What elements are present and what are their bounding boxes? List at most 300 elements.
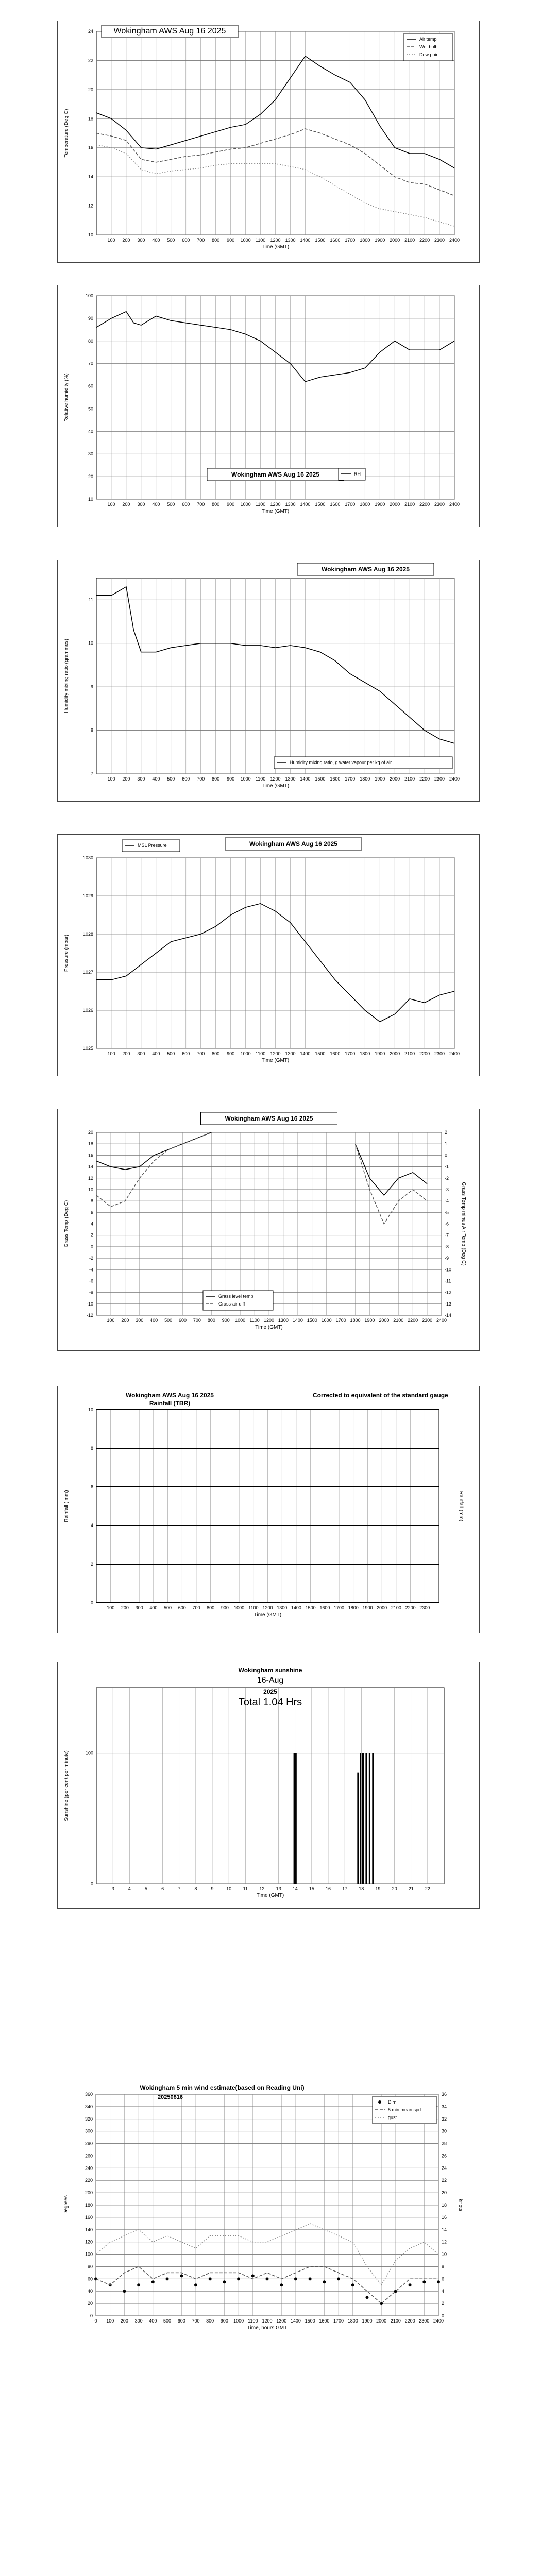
legend-label: gust	[388, 2115, 397, 2120]
right-tick-label: 0	[442, 2313, 445, 2318]
wind-direction-point	[337, 2277, 340, 2280]
x-tick-label: 100	[107, 776, 115, 782]
wind-direction-point	[266, 2277, 269, 2280]
y-tick-label: 10	[88, 640, 93, 646]
x-tick-label: 1200	[270, 502, 281, 507]
x-axis-label: Time (GMT)	[261, 783, 290, 789]
x-tick-label: 7	[178, 1886, 181, 1891]
right-tick-label: -11	[445, 1278, 451, 1284]
y-tick-label: 80	[88, 338, 93, 344]
right-axis-label: Grass Temp minus Air Temp (Deg C)	[461, 1182, 466, 1266]
right-tick-label: 32	[442, 2116, 447, 2122]
right-tick-label: -8	[445, 1244, 449, 1249]
chart-title: Wokingham AWS Aug 16 2025	[126, 1392, 214, 1399]
x-tick-label: 1800	[360, 776, 370, 782]
x-tick-label: 2100	[390, 2318, 401, 2324]
y-tick-label: 200	[84, 2190, 93, 2196]
y-tick-label: -10	[86, 1301, 93, 1307]
x-tick-label: 100	[107, 1051, 115, 1056]
x-tick-label: 2000	[390, 1051, 400, 1056]
right-tick-label: -14	[445, 1313, 452, 1318]
chart-note: Corrected to equivalent of the standard gauge	[313, 1392, 448, 1399]
x-tick-label: 800	[207, 1605, 215, 1611]
x-tick-label: 1100	[248, 2318, 258, 2324]
chart-title: Wokingham AWS Aug 16 2025	[249, 840, 337, 848]
y-tick-label: 300	[84, 2128, 93, 2134]
x-tick-label: 200	[121, 1318, 129, 1323]
x-tick-label: 1700	[345, 776, 356, 782]
x-tick-label: 800	[206, 2318, 214, 2324]
y-tick-label: 160	[84, 2214, 93, 2220]
wind-direction-point	[437, 2280, 440, 2283]
legend-label: 5 min mean spd	[388, 2107, 421, 2112]
legend-label: MSL Pressure	[138, 843, 167, 848]
x-tick-label: 900	[227, 502, 235, 507]
x-tick-label: 2300	[434, 776, 445, 782]
y-tick-label: -6	[89, 1278, 93, 1284]
chart-title: Wokingham AWS Aug 16 2025	[113, 27, 226, 36]
x-tick-label: 1500	[305, 2318, 315, 2324]
y-axis-label: Grass Temp (Deg C)	[64, 1200, 70, 1248]
x-tick-label: 2100	[404, 1051, 415, 1056]
x-tick-label: 2200	[408, 1318, 418, 1323]
x-tick-label: 900	[222, 1318, 230, 1323]
x-tick-label: 11	[243, 1886, 248, 1891]
x-tick-label: 1300	[277, 1605, 288, 1611]
y-tick-label: 24	[88, 29, 93, 34]
x-tick-label: 600	[178, 1605, 186, 1611]
x-tick-label: 400	[152, 776, 160, 782]
x-tick-label: 1600	[321, 1318, 332, 1323]
right-tick-label: -1	[445, 1164, 449, 1170]
right-tick-label: -4	[445, 1198, 449, 1204]
x-tick-label: 2100	[391, 1605, 401, 1611]
x-axis-label: Time (GMT)	[255, 1325, 283, 1330]
x-tick-label: 1500	[315, 776, 326, 782]
pressure-chart-panel	[57, 834, 480, 1076]
temperature-chart	[58, 21, 479, 262]
x-tick-label: 1000	[235, 1318, 246, 1323]
x-tick-label: 500	[163, 2318, 172, 2324]
x-tick-label: 1000	[240, 502, 251, 507]
x-tick-label: 1900	[375, 1051, 385, 1056]
x-tick-label: 2200	[419, 502, 430, 507]
sunshine-bar	[360, 1753, 361, 1884]
y-tick-label: 2	[90, 1232, 93, 1238]
plot-frame	[96, 1688, 444, 1884]
x-tick-label: 1200	[270, 1051, 281, 1056]
wind-direction-point	[422, 2280, 426, 2283]
x-tick-label: 1700	[345, 1051, 356, 1056]
x-tick-label: 2000	[376, 2318, 387, 2324]
x-tick-label: 14	[292, 1886, 298, 1891]
right-tick-label: 34	[442, 2104, 447, 2109]
sunshine-chart	[58, 1662, 479, 1908]
x-tick-label: 900	[227, 776, 235, 782]
x-tick-label: 2000	[379, 1318, 390, 1323]
y-tick-label: 340	[84, 2104, 93, 2109]
x-tick-label: 2100	[393, 1318, 404, 1323]
y-tick-label: 10	[88, 497, 93, 502]
right-tick-label: 10	[442, 2251, 447, 2257]
x-tick-label: 800	[212, 1051, 220, 1056]
wind-direction-point	[294, 2277, 297, 2280]
right-tick-label: 20	[442, 2190, 447, 2196]
y-tick-label: 14	[88, 1164, 93, 1170]
y-tick-label: -12	[86, 1313, 93, 1318]
y-tick-label: 1028	[82, 931, 93, 937]
x-tick-label: 2200	[405, 1605, 416, 1611]
y-axis-label: Rainfall ( mm)	[64, 1490, 70, 1522]
x-tick-label: 900	[220, 2318, 228, 2324]
right-tick-label: 30	[442, 2128, 447, 2134]
x-tick-label: 900	[227, 238, 235, 243]
x-tick-label: 1400	[290, 2318, 301, 2324]
x-axis-label: Time (GMT)	[253, 1612, 282, 1618]
y-tick-label: 0	[90, 2313, 93, 2318]
y-tick-label: 14	[88, 174, 93, 180]
y-tick-label: -2	[89, 1256, 93, 1261]
x-tick-label: 700	[197, 238, 205, 243]
right-tick-label: -5	[445, 1210, 449, 1215]
x-tick-label: 1900	[375, 776, 385, 782]
x-tick-label: 1400	[300, 1051, 311, 1056]
y-tick-label: -8	[89, 1290, 93, 1295]
y-tick-label: 100	[85, 293, 93, 298]
wind-direction-point	[280, 2283, 283, 2286]
x-tick-label: 1000	[233, 2318, 244, 2324]
sunshine-chart-panel	[57, 1662, 480, 1909]
y-tick-label: 16	[88, 145, 93, 150]
right-tick-label: 6	[442, 2276, 445, 2282]
sunshine-bar	[362, 1753, 364, 1884]
x-tick-label: 500	[167, 502, 175, 507]
x-tick-label: 200	[121, 1605, 129, 1611]
x-axis-label: Time (GMT)	[261, 509, 290, 514]
wind-direction-point	[351, 2283, 354, 2286]
x-tick-label: 600	[182, 502, 190, 507]
wind-direction-point	[180, 2274, 183, 2277]
right-tick-label: 18	[442, 2202, 447, 2208]
x-tick-label: 800	[207, 1318, 215, 1323]
y-tick-label: 18	[88, 116, 93, 122]
x-tick-label: 1900	[375, 238, 385, 243]
x-tick-label: 1200	[270, 776, 281, 782]
y-tick-label: 140	[84, 2227, 93, 2232]
x-tick-label: 10	[226, 1886, 232, 1891]
wind-direction-point	[123, 2290, 126, 2293]
x-tick-label: 1800	[350, 1318, 361, 1323]
y-tick-label: 90	[88, 315, 93, 321]
x-tick-label: 1300	[285, 1051, 296, 1056]
y-tick-label: 1030	[82, 855, 93, 860]
x-tick-label: 600	[182, 1051, 190, 1056]
x-tick-label: 1600	[330, 238, 341, 243]
x-tick-label: 400	[149, 1605, 158, 1611]
x-tick-label: 100	[107, 1605, 115, 1611]
x-tick-label: 2100	[404, 502, 415, 507]
x-tick-label: 2000	[390, 776, 400, 782]
x-tick-label: 4	[128, 1886, 131, 1891]
x-tick-label: 2400	[433, 2318, 444, 2324]
x-tick-label: 400	[152, 238, 160, 243]
x-tick-label: 1000	[240, 238, 251, 243]
right-tick-label: 8	[442, 2264, 445, 2269]
x-tick-label: 500	[167, 238, 175, 243]
rainfall-chart	[58, 1386, 479, 1633]
right-tick-label: 2	[445, 1130, 448, 1135]
x-tick-label: 18	[359, 1886, 364, 1891]
x-tick-label: 1700	[335, 1318, 346, 1323]
x-tick-label: 200	[120, 2318, 128, 2324]
humidity-chart-panel	[57, 285, 480, 527]
y-tick-label: 320	[84, 2116, 93, 2122]
chart-date: 20250816	[158, 2094, 183, 2100]
y-tick-label: 2	[90, 1562, 93, 1567]
x-tick-label: 400	[149, 2318, 157, 2324]
x-tick-label: 1900	[375, 502, 385, 507]
right-tick-label: -10	[445, 1267, 452, 1273]
x-tick-label: 0	[94, 2318, 97, 2324]
right-tick-label: 16	[442, 2214, 447, 2220]
y-tick-label: 10	[88, 1187, 93, 1192]
x-tick-label: 500	[164, 1605, 172, 1611]
y-tick-label: 40	[87, 2289, 93, 2294]
right-tick-label: 4	[442, 2289, 445, 2294]
y-tick-label: 100	[85, 1750, 93, 1756]
x-tick-label: 800	[212, 776, 220, 782]
x-tick-label: 1500	[305, 1605, 316, 1611]
y-tick-label: 12	[88, 1175, 93, 1181]
x-tick-label: 2200	[419, 776, 430, 782]
x-tick-label: 1300	[278, 1318, 289, 1323]
wind-chart-panel	[57, 2081, 480, 2354]
legend-label: Grass level temp	[218, 1294, 253, 1299]
mixing-ratio-chart-panel	[57, 560, 480, 802]
y-tick-label: 100	[84, 2251, 93, 2257]
y-axis-label: Sunshine (per cent per minute)	[64, 1750, 70, 1821]
chart-title: Wokingham AWS Aug 16 2025	[231, 471, 319, 478]
y-tick-label: 180	[84, 2202, 93, 2208]
x-tick-label: 1800	[347, 2318, 358, 2324]
wind-chart	[57, 2081, 479, 2353]
right-tick-label: 28	[442, 2141, 447, 2146]
wind-direction-point	[137, 2283, 140, 2286]
wind-direction-point	[309, 2277, 312, 2280]
mixing-ratio-chart	[58, 560, 479, 801]
right-tick-label: -3	[445, 1187, 449, 1192]
x-tick-label: 2300	[419, 2318, 430, 2324]
x-tick-label: 15	[309, 1886, 314, 1891]
x-tick-label: 13	[276, 1886, 281, 1891]
x-tick-label: 1600	[330, 502, 341, 507]
wind-direction-point	[166, 2277, 169, 2280]
y-tick-label: 0	[90, 1244, 93, 1249]
x-axis-label: Time (GMT)	[261, 244, 290, 250]
x-tick-label: 2000	[390, 502, 400, 507]
x-tick-label: 1600	[330, 1051, 341, 1056]
x-tick-label: 1100	[249, 1318, 260, 1323]
right-tick-label: 14	[442, 2227, 447, 2232]
x-tick-label: 2400	[449, 502, 460, 507]
x-tick-label: 21	[408, 1886, 414, 1891]
y-tick-label: 22	[88, 58, 93, 63]
y-tick-label: 6	[90, 1210, 93, 1215]
x-tick-label: 500	[167, 1051, 175, 1056]
y-tick-label: 260	[84, 2153, 93, 2159]
legend-label: Dew point	[419, 52, 441, 57]
y-axis-label: Temperature (Deg C)	[64, 109, 70, 158]
chart-date: 16-Aug	[257, 1676, 284, 1685]
x-tick-label: 1200	[262, 1605, 273, 1611]
humidity-chart	[58, 285, 479, 527]
wind-direction-point	[209, 2277, 212, 2280]
x-tick-label: 2300	[434, 238, 445, 243]
legend-label: Grass-air diff	[218, 1301, 245, 1307]
legend-label: Air temp	[419, 37, 437, 42]
y-tick-label: 1029	[82, 893, 93, 899]
x-tick-label: 200	[122, 1051, 130, 1056]
x-tick-label: 1500	[315, 238, 326, 243]
x-tick-label: 600	[178, 1318, 187, 1323]
y-tick-label: 30	[88, 451, 93, 457]
chart-title: Wokingham 5 min wind estimate(based on Reading Uni)	[140, 2084, 305, 2091]
x-tick-label: 400	[150, 1318, 158, 1323]
y-tick-label: 8	[90, 727, 93, 733]
x-tick-label: 1600	[319, 2318, 330, 2324]
x-tick-label: 1000	[240, 776, 251, 782]
x-tick-label: 2200	[419, 1051, 430, 1056]
x-tick-label: 1900	[362, 2318, 373, 2324]
x-tick-label: 800	[212, 238, 220, 243]
x-tick-label: 1300	[285, 502, 296, 507]
x-tick-label: 100	[107, 1318, 115, 1323]
x-tick-label: 2400	[449, 776, 460, 782]
y-tick-label: 20	[87, 2301, 93, 2307]
x-tick-label: 2100	[404, 776, 415, 782]
x-tick-label: 700	[192, 1605, 200, 1611]
x-tick-label: 900	[221, 1605, 229, 1611]
right-tick-label: -9	[445, 1256, 449, 1261]
x-tick-label: 1100	[248, 1605, 259, 1611]
x-tick-label: 700	[197, 776, 205, 782]
y-tick-label: 20	[88, 474, 93, 480]
x-tick-label: 1800	[360, 1051, 370, 1056]
y-tick-label: 12	[88, 203, 93, 209]
x-tick-label: 1000	[240, 1051, 251, 1056]
right-tick-label: 22	[442, 2178, 447, 2183]
x-tick-label: 2300	[434, 502, 445, 507]
y-tick-label: 120	[84, 2239, 93, 2245]
x-tick-label: 800	[212, 502, 220, 507]
x-tick-label: 1400	[300, 502, 311, 507]
x-tick-label: 1700	[345, 238, 356, 243]
x-tick-label: 2400	[436, 1318, 447, 1323]
x-tick-label: 1600	[319, 1605, 330, 1611]
x-tick-label: 6	[161, 1886, 164, 1891]
chart-title: Wokingham AWS Aug 16 2025	[322, 566, 410, 573]
x-tick-label: 200	[122, 502, 130, 507]
x-tick-label: 2400	[449, 1051, 460, 1056]
x-tick-label: 1300	[285, 776, 296, 782]
y-tick-label: 20	[88, 1130, 93, 1135]
wind-direction-point	[237, 2277, 240, 2280]
sunshine-bar	[369, 1753, 370, 1884]
y-tick-label: 9	[90, 684, 93, 690]
x-tick-label: 600	[182, 776, 190, 782]
x-tick-label: 1200	[263, 1318, 275, 1323]
sunshine-bar	[294, 1753, 295, 1884]
y-tick-label: 360	[84, 2092, 93, 2097]
y-axis-label: Pressure (mbar)	[64, 934, 70, 972]
y-tick-label: 11	[88, 597, 93, 603]
grass-temp-chart-panel	[57, 1109, 480, 1351]
x-tick-label: 100	[107, 238, 115, 243]
y-tick-label: 280	[84, 2141, 93, 2146]
x-tick-label: 100	[106, 2318, 114, 2324]
wind-direction-point	[151, 2280, 155, 2283]
right-tick-label: 26	[442, 2153, 447, 2159]
right-tick-label: 24	[442, 2165, 447, 2171]
y-tick-label: 18	[88, 1141, 93, 1147]
x-tick-label: 20	[392, 1886, 397, 1891]
x-tick-label: 400	[152, 1051, 160, 1056]
x-tick-label: 300	[136, 1318, 144, 1323]
x-tick-label: 2300	[434, 1051, 445, 1056]
pressure-chart	[58, 835, 479, 1076]
legend-label: Wet bulb	[419, 44, 438, 49]
x-tick-label: 100	[107, 502, 115, 507]
chart-year: 2025	[263, 1688, 277, 1696]
x-tick-label: 1400	[291, 1605, 301, 1611]
wind-direction-point	[409, 2283, 412, 2286]
right-axis-label: knots	[458, 2199, 463, 2211]
x-tick-label: 700	[193, 1318, 201, 1323]
x-tick-label: 22	[425, 1886, 430, 1891]
wind-direction-point	[365, 2296, 368, 2299]
y-tick-label: 4	[90, 1221, 93, 1227]
wind-direction-point	[251, 2274, 255, 2277]
x-tick-label: 8	[194, 1886, 197, 1891]
x-tick-label: 300	[137, 776, 145, 782]
y-tick-label: 8	[90, 1446, 93, 1451]
y-tick-label: 240	[84, 2165, 93, 2171]
x-tick-label: 300	[134, 2318, 143, 2324]
x-tick-label: 500	[167, 776, 175, 782]
x-tick-label: 1300	[285, 238, 296, 243]
x-tick-label: 500	[164, 1318, 173, 1323]
x-tick-label: 12	[259, 1886, 265, 1891]
y-tick-label: 1027	[82, 970, 93, 975]
right-tick-label: -12	[445, 1290, 452, 1295]
y-tick-label: 80	[87, 2264, 93, 2269]
y-tick-label: 10	[88, 1407, 93, 1412]
x-tick-label: 300	[137, 1051, 145, 1056]
y-tick-label: 10	[88, 232, 93, 238]
x-tick-label: 2000	[390, 238, 400, 243]
legend-label: Humidity mixing ratio, g water vapour per kg of air	[290, 760, 392, 765]
y-tick-label: 220	[84, 2178, 93, 2183]
x-tick-label: 2200	[404, 2318, 415, 2324]
y-tick-label: 70	[88, 361, 93, 366]
wind-direction-point	[194, 2283, 197, 2286]
x-tick-label: 700	[197, 502, 205, 507]
right-tick-label: 36	[442, 2092, 447, 2097]
x-tick-label: 900	[227, 1051, 235, 1056]
right-tick-label: 2	[442, 2301, 445, 2307]
y-tick-label: 40	[88, 429, 93, 434]
x-tick-label: 1100	[255, 502, 266, 507]
